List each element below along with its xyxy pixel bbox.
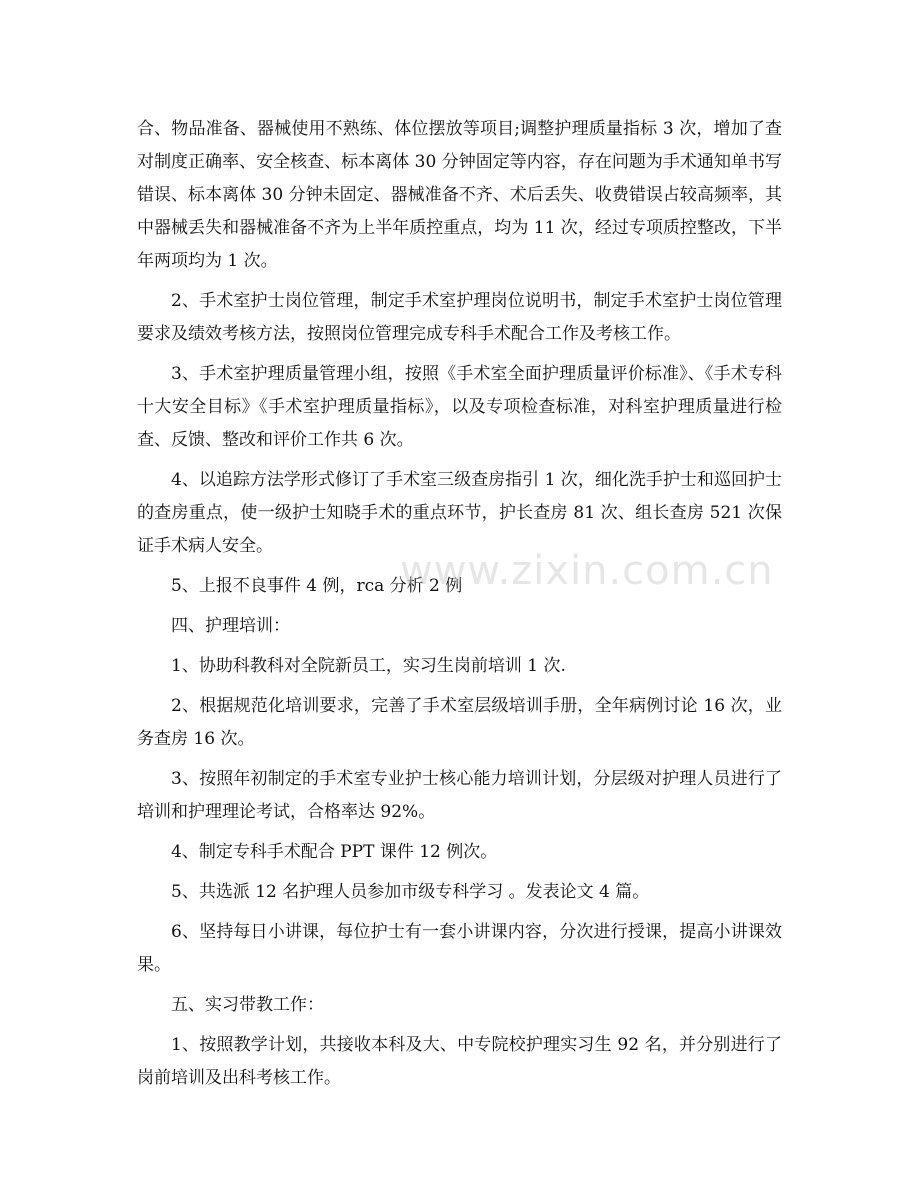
section-heading-training: 四、护理培训： xyxy=(171,616,290,636)
paragraph-9: 3、按照年初制定的手术室专业护士核心能力培训计划，分层级对护理人员进行了培训和护理理论考试，合格率达 92%。 xyxy=(137,769,782,822)
paragraph-7: 1、协助科教科对全院新员工，实习生岗前培训 1 次. xyxy=(171,656,566,676)
document-body xyxy=(137,113,782,1102)
watermark-text: www.zixin.com.cn xyxy=(400,548,774,594)
paragraph-5: 5、上报不良事件 4 例，rca 分析 2 例 xyxy=(171,576,463,596)
paragraph-4: 4、以追踪方法学形式修订了手术室三级查房指引 1 次，细化洗手护士和巡回护士的查房重点，使一级护士知晓手术的重点环节，护长查房 81 次、组长查房 521 次保证手术病人安全。 xyxy=(137,470,782,556)
paragraph-14: 1、按照教学计划，共接收本科及大、中专院校护理实习生 92 名，并分别进行了岗前培训及出科考核工作。 xyxy=(137,1035,782,1088)
paragraph-10: 4、制定专科手术配合 PPT 课件 12 例次。 xyxy=(171,842,498,862)
paragraph-1: 合、物品准备、器械使用不熟练、体位摆放等项目;调整护理质量指标 3 次，增加了查对制度正确率、安全核查、标本离体 30 分钟固定等内容，存在问题为手术通知单书写错误、标本离体 30 分钟未固定、器械准备不齐、术后丢失、收费错误占较高频率，其中器械丢失和器械准备不齐为上半年质控重点，均为 11 次，经过专项质控整改，下半年两项均为 1 次。 xyxy=(137,119,782,271)
paragraph-12: 6、坚持每日小讲课，每位护士有一套小讲课内容，分次进行授课，提高小讲课效果。 xyxy=(137,922,782,975)
paragraph-8: 2、根据规范化培训要求，完善了手术室层级培训手册，全年病例讨论 16 次，业务查房 16 次。 xyxy=(137,696,782,749)
paragraph-2: 2、手术室护士岗位管理，制定手术室护理岗位说明书，制定手术室护士岗位管理要求及绩效考核方法，按照岗位管理完成专科手术配合工作及考核工作。 xyxy=(137,291,782,344)
paragraph-11: 5、共选派 12 名护理人员参加市级专科学习 。发表论文 4 篇。 xyxy=(171,882,650,902)
paragraph-3: 3、手术室护理质量管理小组，按照《手术室全面护理质量评价标准》、《手术专科十大安全目标》《手术室护理质量指标》，以及专项检查标准，对科室护理质量进行检查、反馈、整改和评价工作共 6 次。 xyxy=(137,364,782,450)
section-heading-internship: 五、实习带教工作： xyxy=(171,995,324,1015)
